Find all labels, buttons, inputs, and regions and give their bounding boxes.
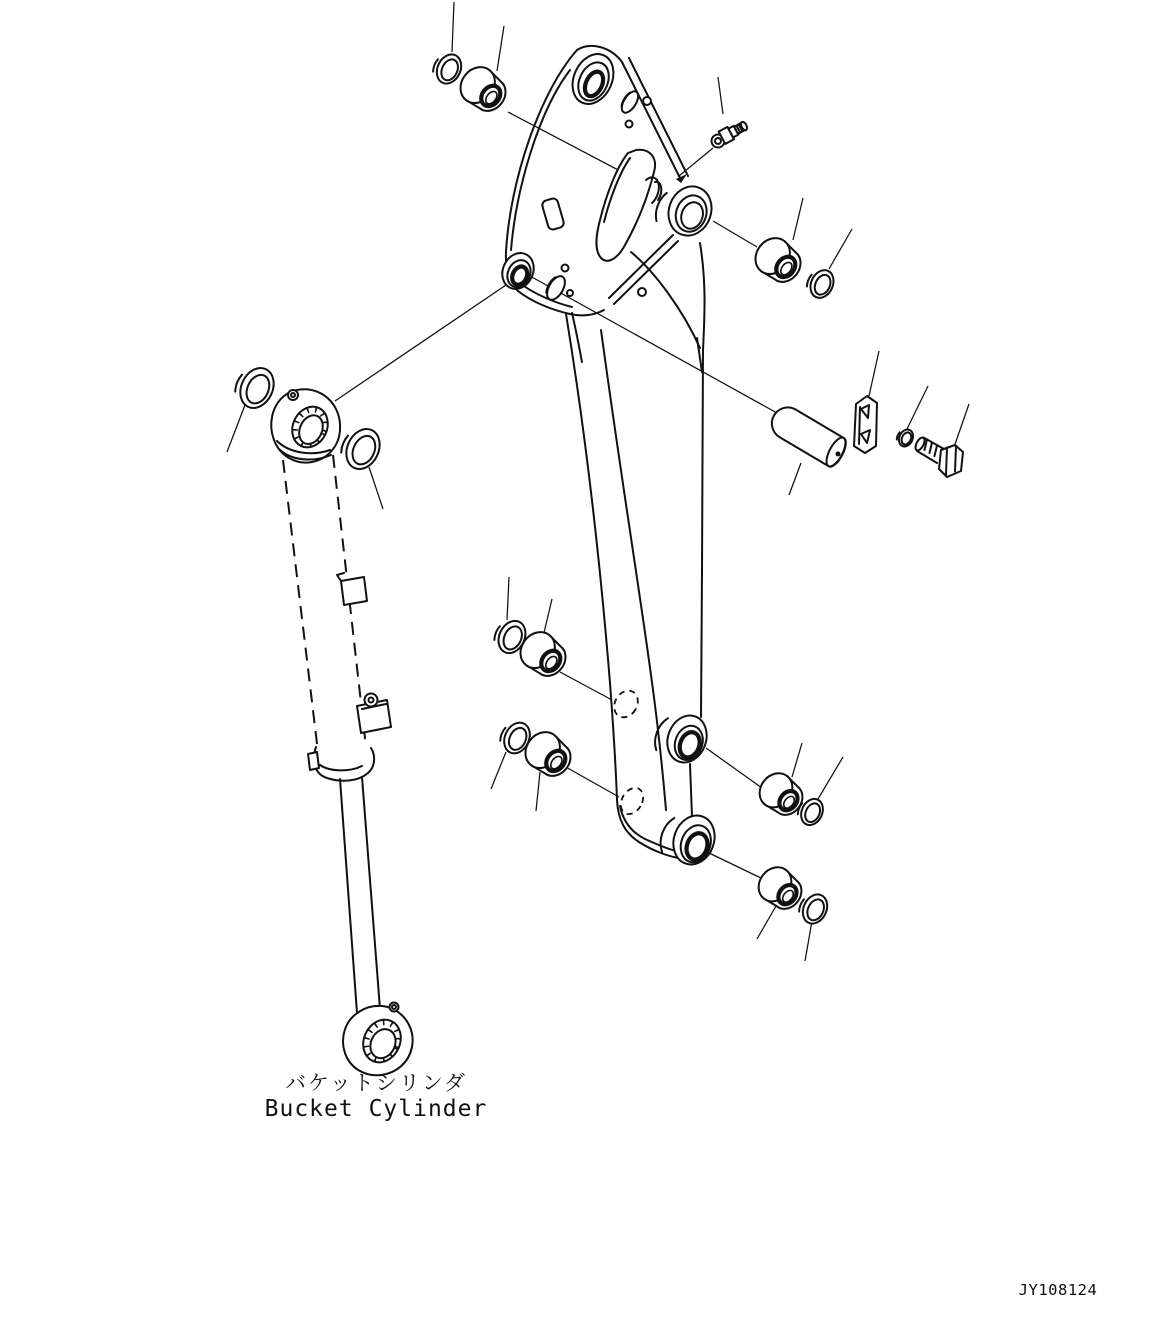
bucket-cylinder-label-en: Bucket Cylinder (264, 1096, 488, 1122)
plate-top-boss (565, 47, 621, 110)
shim-ring-cyl-right (336, 422, 386, 475)
grease-fitting (708, 119, 749, 150)
shim-ring-cyl-left (230, 361, 280, 414)
arm-bottom-boss (655, 806, 721, 871)
washer (894, 426, 915, 448)
exploded-parts (230, 49, 963, 928)
bushing-pivot (748, 231, 808, 289)
lock-plate (854, 396, 877, 453)
grease-nipple (288, 390, 298, 400)
leader-lines (227, 2, 969, 961)
shim-ring-pivot (803, 265, 838, 302)
bucket-cylinder (271, 389, 412, 1075)
pivot-pin (772, 407, 849, 469)
drawing-number: JY108124 (1018, 1281, 1098, 1299)
bushing-top (453, 60, 513, 118)
shim-ring-top (429, 49, 466, 88)
bucket-cylinder-label-jp: バケットシリンダ (284, 1071, 468, 1095)
port-block (341, 577, 367, 605)
boom-bracket-plate (497, 46, 719, 315)
arm-beam (566, 243, 721, 870)
